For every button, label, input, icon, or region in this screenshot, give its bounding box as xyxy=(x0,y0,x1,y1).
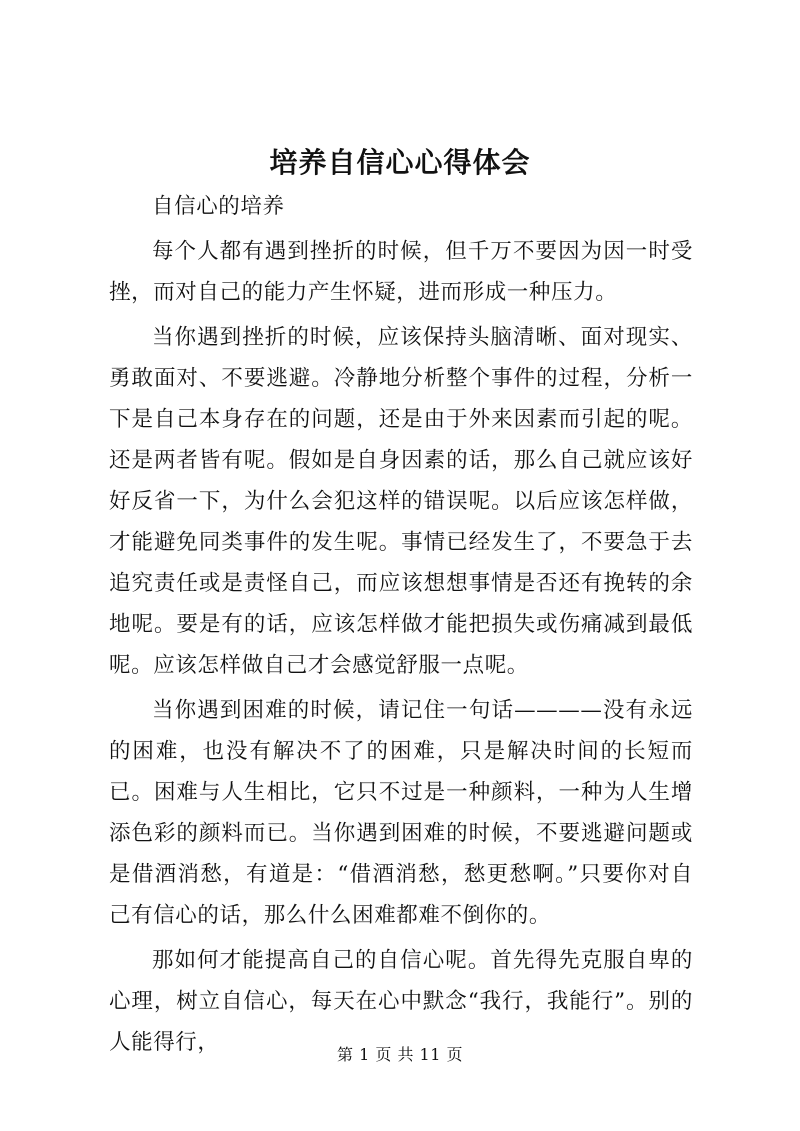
paragraph-3: 当你遇到困难的时候，请记住一句话————没有永远的困难，也没有解决不了的困难，只是解决时间的长短而已。困难与人生相比，它只不过是一种颜料，一种为人生增添色彩的颜料而已。当你遇到困难的时候，不要逃避问题或是借酒消愁，有道是：“借酒消愁，愁更愁啊。”只要你对自己有信心的话，那么什么困难都难不倒你的。 xyxy=(109,698,693,928)
paragraph-1: 每个人都有遇到挫折的时候，但千万不要因为因一时受挫，而对自己的能力产生怀疑，进而形成一种压力。 xyxy=(109,239,693,305)
document-body xyxy=(109,186,693,1063)
page-footer: 第 1 页 共 11 页 xyxy=(337,1045,463,1064)
document-title: 培养自信心心得体会 xyxy=(269,146,531,179)
paragraph-2: 当你遇到挫折的时候，应该保持头脑清晰、面对现实、勇敢面对、不要逃避。冷静地分析整个事件的过程，分析一下是自己本身存在的问题，还是由于外来因素而引起的呢。还是两者皆有呢。假如是自身因素的话，那么自己就应该好好反省一下，为什么会犯这样的错误呢。以后应该怎样做，才能避免同类事件的发生呢。事情已经发生了，不要急于去追究责任或是责怪自己，而应该想想事情是否还有挽转的余地呢。要是有的话，应该怎样做才能把损失或伤痛减到最低呢。应该怎样做自己才会感觉舒服一点呢。 xyxy=(109,325,693,678)
paragraph-4: 那如何才能提高自己的自信心呢。首先得先克服自卑的心理，树立自信心，每天在心中默念“我行，我能行”。别的人能得行， xyxy=(109,948,693,1055)
paragraph-heading: 自信心的培养 xyxy=(152,194,285,219)
